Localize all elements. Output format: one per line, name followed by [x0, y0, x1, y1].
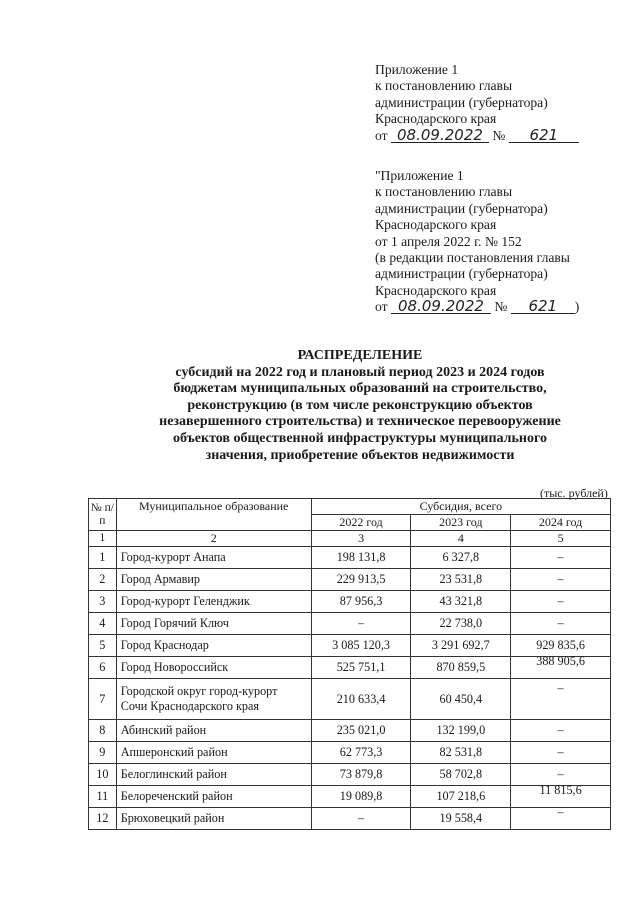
column-number: 2: [116, 531, 311, 547]
row-2022: 525 751,1: [311, 657, 411, 679]
row-municipality: Город Армавир: [116, 569, 311, 591]
row-2022: 73 879,8: [311, 764, 411, 786]
header-year-2022: 2022 год: [311, 515, 411, 531]
row-municipality: Город-курорт Анапа: [116, 547, 311, 569]
table-row: [89, 657, 611, 679]
row-municipality: Город-курорт Геленджик: [116, 591, 311, 613]
row-2022: 235 021,0: [311, 720, 411, 742]
title-line: субсидий на 2022 год и плановый период 2023 и 2024 годов: [175, 364, 545, 380]
row-2022: 198 131,8: [311, 547, 411, 569]
appendix-line: администрации (губернатора): [375, 94, 548, 110]
row-municipality: Город Новороссийск: [116, 657, 311, 679]
subsidy-table: [88, 498, 611, 830]
units-label: (тыс. рублей): [540, 486, 608, 500]
title-line: объектов общественной инфраструктуры муниципального: [172, 430, 548, 446]
row-municipality: Белореченский район: [116, 786, 311, 808]
row-number: 4: [89, 613, 117, 635]
handwritten-date: 08.09.2022: [391, 299, 491, 314]
row-number: 12: [89, 808, 117, 830]
row-2024: –: [511, 679, 611, 720]
row-2024: [511, 805, 611, 830]
appendix-line: (в редакции постановления главы: [375, 250, 570, 266]
column-number: 1: [89, 531, 117, 547]
appendix-line: "Приложение 1: [375, 168, 464, 183]
table-row: [89, 591, 611, 613]
row-2024: –: [511, 591, 611, 613]
appendix-line: Краснодарского края: [375, 111, 497, 127]
row-municipality: Абинский район: [116, 720, 311, 742]
document-title: [120, 348, 600, 464]
title-line: бюджетам муниципальных образований на строительство,: [173, 381, 547, 397]
row-2023: 82 531,8: [411, 742, 511, 764]
handwritten-date: 08.09.2022: [391, 128, 489, 143]
row-2023: 23 531,8: [411, 569, 511, 591]
title-heading: РАСПРЕДЕЛЕНИЕ: [297, 348, 423, 363]
closing-paren: ): [574, 299, 580, 315]
row-2022: 19 089,8: [311, 786, 411, 808]
row-2022: 229 913,5: [311, 569, 411, 591]
row-2023: 6 327,8: [411, 547, 511, 569]
row-municipality: Городской округ город-курорт Сочи Краснодарского края: [116, 679, 311, 720]
appendix-date-line: [375, 299, 579, 315]
number-label: №: [492, 127, 506, 143]
table-row: [89, 720, 611, 742]
appendix-line: администрации (губернатора): [375, 266, 548, 282]
header-year-2024: 2024 год: [511, 515, 611, 531]
row-2023: 43 321,8: [411, 591, 511, 613]
table-row: [89, 547, 611, 569]
row-2024: –: [511, 764, 611, 786]
table-row: [89, 742, 611, 764]
row-2023: 60 450,4: [411, 679, 511, 720]
row-2023: 870 859,5: [411, 657, 511, 679]
row-2024-value: 11 815,6: [539, 783, 582, 797]
date-prefix: от: [375, 127, 388, 143]
header-year-2023: 2023 год: [411, 515, 511, 531]
row-2024: –: [511, 613, 611, 635]
handwritten-number: 621: [509, 128, 579, 143]
row-municipality: Город Горячий Ключ: [116, 613, 311, 635]
table-row: [89, 635, 611, 657]
row-2023: 19 558,4: [411, 808, 511, 830]
appendix-line: Краснодарского края: [375, 217, 497, 233]
row-municipality: Город Краснодар: [116, 635, 311, 657]
row-number: 9: [89, 742, 117, 764]
header-subsidy-total: Субсидия, всего: [311, 499, 610, 515]
row-number: 2: [89, 569, 117, 591]
row-number: 6: [89, 657, 117, 679]
row-2024-value: 388 905,6: [536, 654, 585, 668]
appendix-header-2: [375, 168, 579, 316]
handwritten-number: 621: [511, 299, 575, 314]
appendix-date-line: [375, 125, 579, 144]
row-number: 11: [89, 786, 117, 808]
row-municipality: Белоглинский район: [116, 764, 311, 786]
table-header-row: [89, 499, 611, 515]
table-row: [89, 808, 611, 830]
row-2023: 22 738,0: [411, 613, 511, 635]
date-prefix: от: [375, 299, 388, 315]
column-number: 3: [311, 531, 411, 547]
title-line: реконструкцию (в том числе реконструкцию объектов: [187, 397, 533, 413]
header-municipality: Муниципальное образование: [116, 499, 311, 531]
table-row: [89, 613, 611, 635]
number-label: №: [494, 299, 508, 315]
row-number: 3: [89, 591, 117, 613]
row-2022: 62 773,3: [311, 742, 411, 764]
row-2024: –: [511, 547, 611, 569]
appendix-header-1: [375, 62, 579, 144]
appendix-line: администрации (губернатора): [375, 200, 548, 216]
row-number: 1: [89, 547, 117, 569]
row-2024-value: –: [557, 805, 564, 819]
row-number: 10: [89, 764, 117, 786]
header-number: № п/п: [89, 499, 117, 531]
appendix-line: от 1 апреля 2022 г. № 152: [375, 233, 522, 249]
row-municipality: Апшеронский район: [116, 742, 311, 764]
row-2024: –: [511, 720, 611, 742]
row-number: 5: [89, 635, 117, 657]
column-number: 4: [411, 531, 511, 547]
row-2024: –: [511, 569, 611, 591]
table-row: [89, 569, 611, 591]
row-municipality: Брюховецкий район: [116, 808, 311, 830]
row-2022: 3 085 120,3: [311, 635, 411, 657]
row-2022: 210 633,4: [311, 679, 411, 720]
row-2024: –: [511, 742, 611, 764]
row-number: 8: [89, 720, 117, 742]
appendix-line: к постановлению главы: [375, 184, 513, 200]
row-2022: 87 956,3: [311, 591, 411, 613]
title-line: значения, приобретение объектов недвижимости: [205, 447, 515, 463]
row-2024: [511, 654, 611, 679]
title-line: незавершенного строительства) и техническое перевооружение: [159, 414, 561, 430]
appendix-line: Приложение 1: [375, 62, 459, 77]
row-2023: 58 702,8: [411, 764, 511, 786]
column-number: 5: [511, 531, 611, 547]
row-2022: –: [311, 808, 411, 830]
row-number: 7: [89, 679, 117, 720]
row-2023: 3 291 692,7: [411, 635, 511, 657]
appendix-line: к постановлению главы: [375, 78, 513, 94]
table-row: [89, 679, 611, 720]
row-2024: 929 835,6: [511, 635, 611, 657]
row-2023: 107 218,6: [411, 786, 511, 808]
table-row: [89, 786, 611, 808]
table-column-numbers: [89, 531, 611, 547]
row-2022: –: [311, 613, 411, 635]
row-2023: 132 199,0: [411, 720, 511, 742]
appendix-line: Краснодарского края: [375, 282, 497, 298]
table-row: [89, 764, 611, 786]
